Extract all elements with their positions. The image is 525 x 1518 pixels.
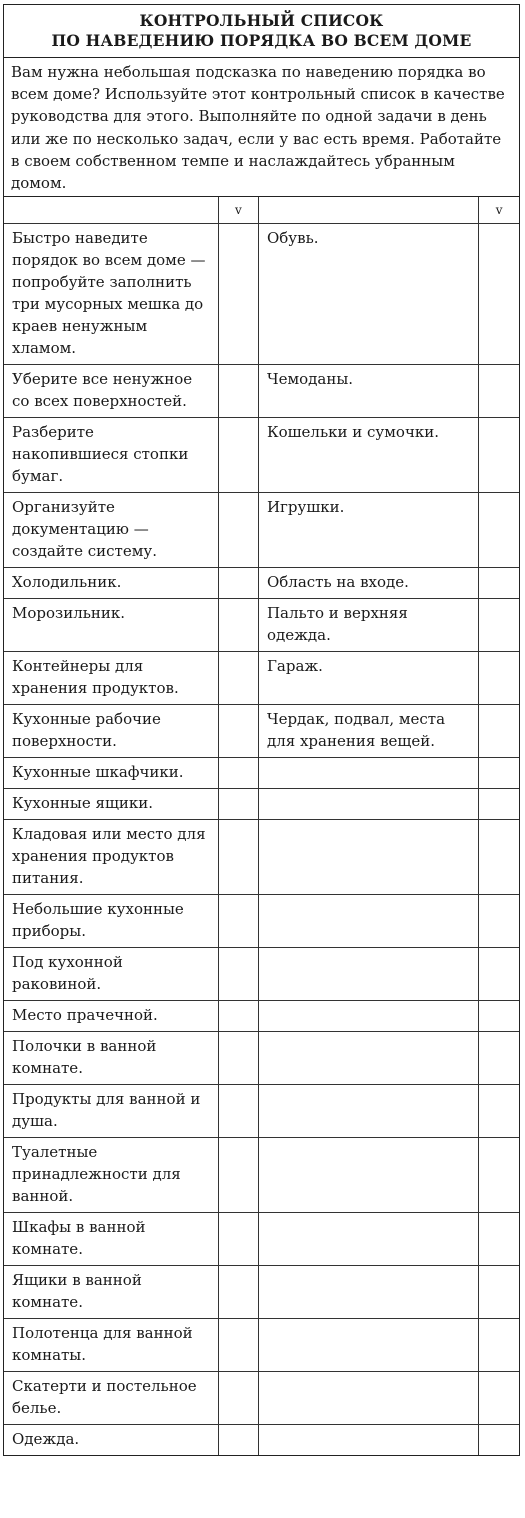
task-right [258,1319,478,1372]
task-right: Игрушки. [258,493,478,568]
task-right: Обувь. [258,224,478,365]
task-right [258,1425,478,1456]
checkbox-right[interactable] [479,895,519,948]
checkbox-left[interactable] [218,365,258,418]
header-check-right: v [479,197,519,224]
checkbox-right[interactable] [479,820,519,895]
task-left: Быстро наведите порядок во всем доме — попробуйте заполнить три мусорных мешка до краев ненужным хламом. [4,224,218,365]
checkbox-right[interactable] [479,568,519,599]
checkbox-left[interactable] [218,895,258,948]
checkbox-left[interactable] [218,1138,258,1213]
checkbox-right[interactable] [479,1032,519,1085]
checkbox-left[interactable] [218,1085,258,1138]
table-row [4,1266,519,1319]
table-row [4,1138,519,1213]
checkbox-right[interactable] [479,418,519,493]
header-task-right [258,197,478,224]
table-row [4,652,519,705]
checkbox-left[interactable] [218,224,258,365]
task-left: Небольшие кухонные приборы. [4,895,218,948]
task-left: Кухонные ящики. [4,789,218,820]
task-left: Кухонные рабочие поверхности. [4,705,218,758]
task-left: Туалетные принадлежности для ванной. [4,1138,218,1213]
task-right: Чемоданы. [258,365,478,418]
checkbox-right[interactable] [479,1425,519,1456]
checklist-title [4,5,519,58]
task-right [258,948,478,1001]
table-row [4,1372,519,1425]
title-line-2: ПО НАВЕДЕНИЮ ПОРЯДКА ВО ВСЕМ ДОМЕ [51,31,472,50]
checkbox-left[interactable] [218,568,258,599]
checkbox-left[interactable] [218,1319,258,1372]
table-row [4,418,519,493]
table-row [4,493,519,568]
checkbox-right[interactable] [479,758,519,789]
checkbox-left[interactable] [218,758,258,789]
task-left: Кладовая или место для хранения продуктов питания. [4,820,218,895]
checkbox-right[interactable] [479,1266,519,1319]
checkbox-right[interactable] [479,1138,519,1213]
task-left: Шкафы в ванной комнате. [4,1213,218,1266]
checkbox-left[interactable] [218,948,258,1001]
task-right [258,895,478,948]
task-right: Кошельки и сумочки. [258,418,478,493]
task-right [258,1372,478,1425]
task-right [258,1001,478,1032]
task-left: Разберите накопившиеся стопки бумаг. [4,418,218,493]
checkbox-right[interactable] [479,1001,519,1032]
table-row [4,705,519,758]
checklist-table [4,197,519,1455]
checkbox-right[interactable] [479,1085,519,1138]
checkbox-left[interactable] [218,599,258,652]
table-row [4,1085,519,1138]
task-right: Гараж. [258,652,478,705]
task-right [258,1266,478,1319]
checkbox-right[interactable] [479,1213,519,1266]
checkbox-left[interactable] [218,1266,258,1319]
task-left: Полотенца для ванной комнаты. [4,1319,218,1372]
task-left: Уберите все ненужное со всех поверхностей. [4,365,218,418]
checkbox-left[interactable] [218,1001,258,1032]
task-left: Продукты для ванной и душа. [4,1085,218,1138]
task-right: Область на входе. [258,568,478,599]
checkbox-right[interactable] [479,1372,519,1425]
checkbox-left[interactable] [218,820,258,895]
table-row [4,568,519,599]
table-row [4,820,519,895]
checkbox-right[interactable] [479,705,519,758]
checkbox-left[interactable] [218,652,258,705]
intro-text: Вам нужна небольшая подсказка по наведению порядка во всем доме? Используйте этот контрольный список в качестве руководства для этого. Выполняйте по одной задачи в день или же по несколько задач, если у вас есть время. Работайте в своем собственном темпе и наслаждайтесь убранным домом. [4,58,519,197]
table-row [4,948,519,1001]
checkbox-left[interactable] [218,1213,258,1266]
table-row [4,895,519,948]
task-left: Место прачечной. [4,1001,218,1032]
task-left: Холодильник. [4,568,218,599]
checkbox-left[interactable] [218,705,258,758]
checklist-sheet [3,4,520,1456]
task-left: Организуйте документацию — создайте систему. [4,493,218,568]
task-left: Скатерти и постельное белье. [4,1372,218,1425]
task-left: Кухонные шкафчики. [4,758,218,789]
task-right [258,820,478,895]
checkbox-left[interactable] [218,1372,258,1425]
checkbox-left[interactable] [218,1032,258,1085]
task-left: Контейнеры для хранения продуктов. [4,652,218,705]
task-right: Чердак, подвал, места для хранения вещей. [258,705,478,758]
task-right [258,1213,478,1266]
checkbox-left[interactable] [218,789,258,820]
task-left: Морозильник. [4,599,218,652]
task-right: Пальто и верхняя одежда. [258,599,478,652]
task-right [258,758,478,789]
task-right [258,1138,478,1213]
table-row [4,789,519,820]
table-row [4,1425,519,1456]
task-right [258,789,478,820]
task-left: Полочки в ванной комнате. [4,1032,218,1085]
table-row [4,224,519,365]
checkbox-left[interactable] [218,418,258,493]
header-check-left: v [218,197,258,224]
table-row [4,1032,519,1085]
checkbox-right[interactable] [479,789,519,820]
task-right [258,1085,478,1138]
checkbox-right[interactable] [479,365,519,418]
table-row [4,1319,519,1372]
checkbox-right[interactable] [479,1319,519,1372]
table-row [4,1213,519,1266]
table-header-row [4,197,519,224]
table-row [4,599,519,652]
task-right [258,1032,478,1085]
header-task-left [4,197,218,224]
table-row [4,365,519,418]
checkbox-left[interactable] [218,493,258,568]
checkbox-right[interactable] [479,224,519,365]
table-row [4,1001,519,1032]
table-row [4,758,519,789]
task-left: Ящики в ванной комнате. [4,1266,218,1319]
checkbox-left[interactable] [218,1425,258,1456]
checkbox-right[interactable] [479,599,519,652]
title-line-1: КОНТРОЛЬНЫЙ СПИСОК [139,11,384,30]
checkbox-right[interactable] [479,652,519,705]
task-left: Под кухонной раковиной. [4,948,218,1001]
checkbox-right[interactable] [479,948,519,1001]
checkbox-right[interactable] [479,493,519,568]
task-left: Одежда. [4,1425,218,1456]
